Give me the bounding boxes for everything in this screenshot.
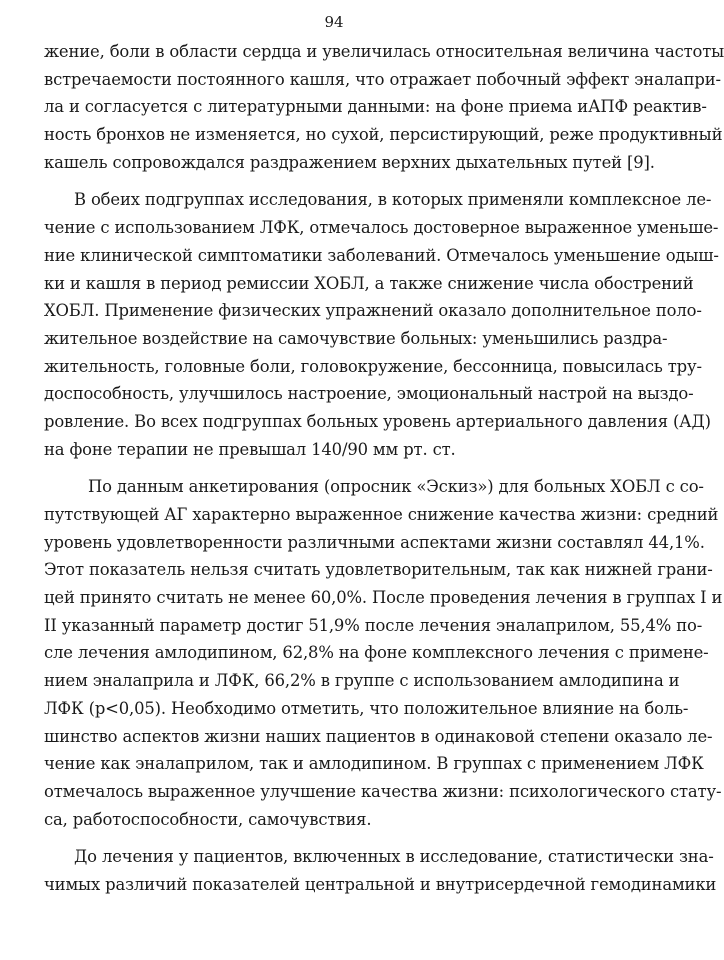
text-line: жительность, головные боли, головокружение, бессонница, повысилась тру- — [44, 356, 702, 376]
text-line: ровление. Во всех подгруппах больных уровень артериального давления (АД) — [44, 411, 711, 431]
text-line: нием эналаприла и ЛФК, 66,2% в группе с использованием амлодипина и — [44, 671, 680, 691]
text-line: чение с использованием ЛФК, отмечалось достоверное выраженное уменьше- — [44, 218, 719, 238]
text-line: встречаемости постоянного кашля, что отражает побочный эффект эналапри- — [44, 69, 721, 89]
text-line: доспособность, улучшилось настроение, эмоциональный настрой на выздо- — [44, 384, 694, 404]
text-line: на фоне терапии не превышал 140/90 мм рт. ст. — [44, 439, 456, 459]
text-line: ность бронхов не изменяется, но сухой, персистирующий, реже продуктивный — [44, 125, 723, 145]
text-line: уровень удовлетворенности различными аспектами жизни составлял 44,1%. — [44, 532, 705, 552]
page-number: 94 — [324, 13, 344, 31]
text-line: ние клинической симптоматики заболеваний. Отмечалось уменьшение одыш- — [44, 245, 719, 265]
text-line: ХОБЛ. Применение физических упражнений оказало дополнительное поло- — [44, 301, 702, 321]
paragraph-2 — [44, 186, 719, 463]
text-line: ЛФК (р<0,05). Необходимо отметить, что положительное влияние на боль- — [44, 698, 689, 718]
text-line: жительное воздействие на самочувствие больных: уменьшились раздра- — [44, 328, 668, 348]
paragraph-1 — [44, 38, 724, 176]
text-line: II указанный параметр достиг 51,9% после лечения эналаприлом, 55,4% по- — [44, 615, 703, 635]
text-line: цей принято считать не менее 60,0%. После проведения лечения в группах I и — [44, 588, 723, 608]
text-line: ла и согласуется с литературными данными: на фоне приема иАПФ реактив- — [44, 97, 707, 117]
paragraph-3 — [44, 473, 723, 833]
text-line: чимых различий показателей центральной и внутрисердечной гемодинамики — [44, 874, 717, 894]
text-line: жение, боли в области сердца и увеличилась относительная величина частоты — [44, 42, 724, 61]
text-line: кашель сопровождался раздражением верхних дыхательных путей [9]. — [44, 152, 655, 172]
text-line: путствующей АГ характерно выраженное снижение качества жизни: средний — [44, 505, 719, 524]
text-line: До лечения у пациентов, включенных в исследование, статистически зна- — [74, 847, 714, 867]
paragraph-4 — [44, 843, 717, 898]
text-line: чение как эналаприлом, так и амлодипином. В группах с применением ЛФК — [44, 754, 704, 774]
document-body — [44, 38, 724, 899]
text-line: сле лечения амлодипином, 62,8% на фоне комплексного лечения с примене- — [44, 643, 709, 663]
text-line: са, работоспособности, самочувствия. — [44, 809, 372, 829]
text-line: отмечалось выраженное улучшение качества жизни: психологического стату- — [44, 781, 722, 801]
text-line: Этот показатель нельзя считать удовлетворительным, так как нижней грани- — [44, 560, 713, 580]
text-line: По данным анкетирования (опросник «Эскиз») для больных ХОБЛ с со- — [88, 477, 704, 497]
text-line: ки и кашля в период ремиссии ХОБЛ, а также снижение числа обострений — [44, 273, 694, 293]
text-line: шинство аспектов жизни наших пациентов в одинаковой степени оказало ле- — [44, 726, 713, 746]
text-line: В обеих подгруппах исследования, в которых применяли комплексное ле- — [74, 190, 712, 210]
